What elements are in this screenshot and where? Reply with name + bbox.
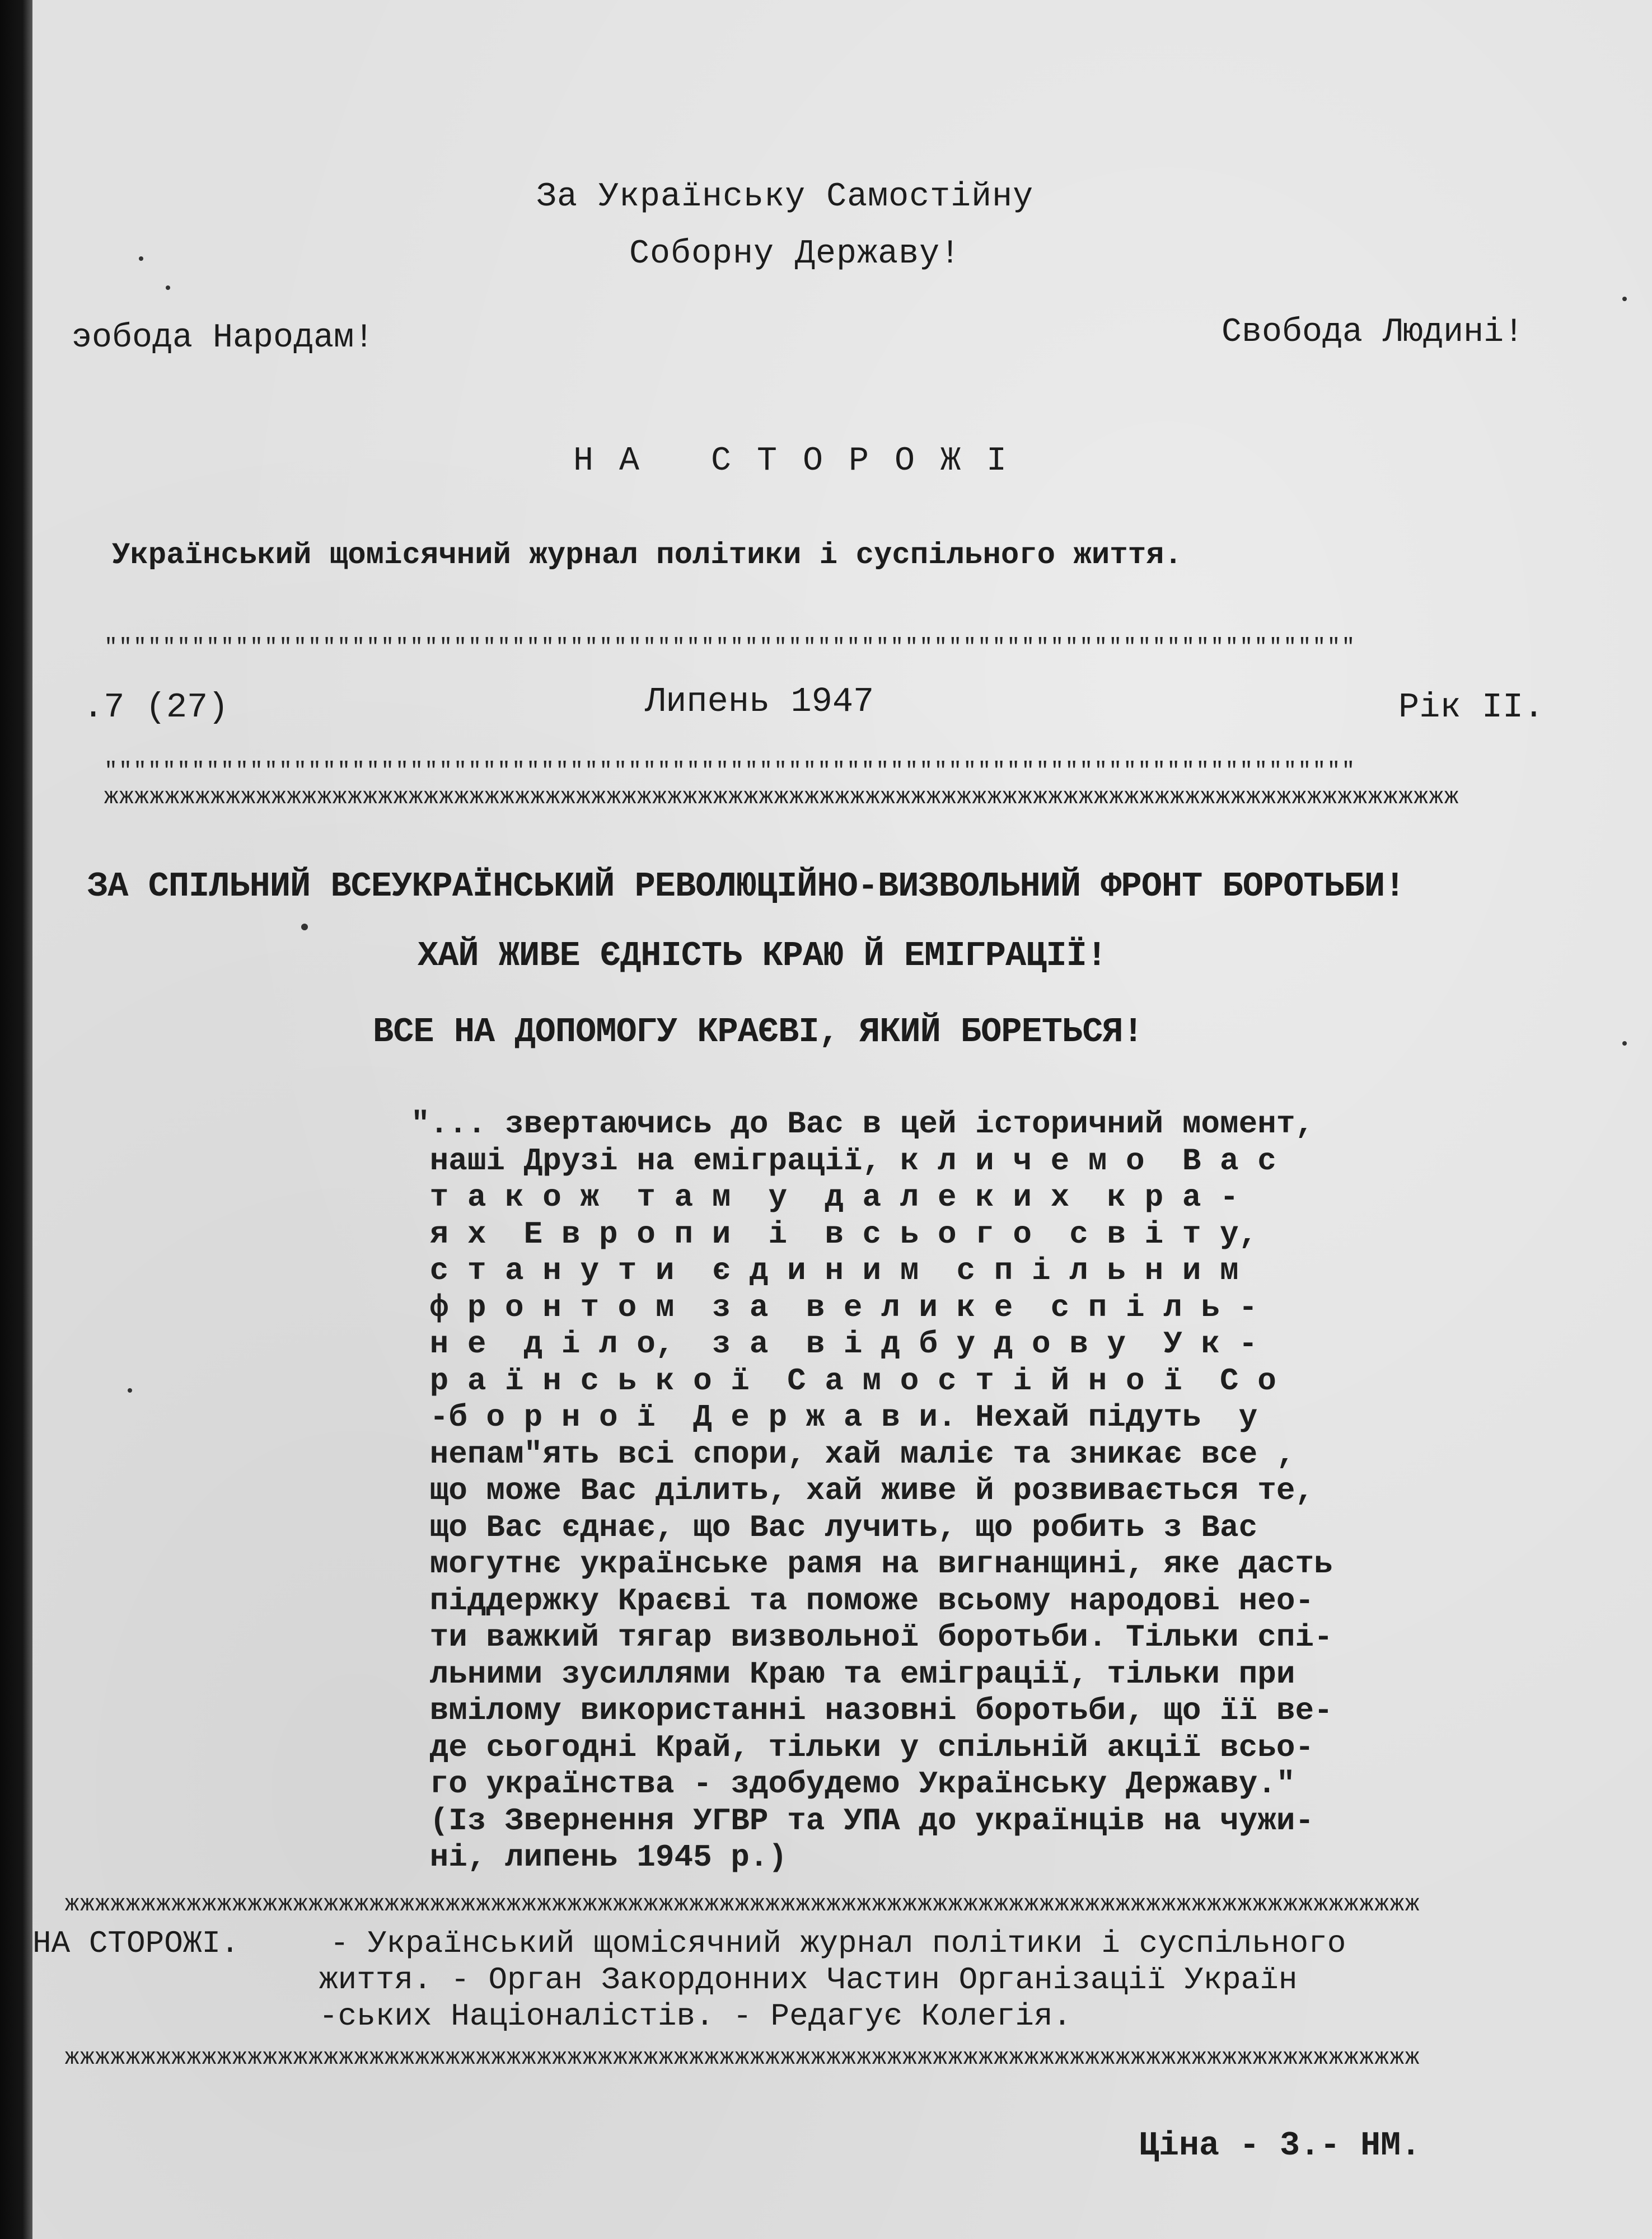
colophon-label: НА СТОРОЖІ. — [32, 1926, 240, 1961]
colophon-line-2: життя. - Орган Закордонних Частин Організації Україн — [319, 1962, 1298, 1998]
quote-line: вмілому використанні назовні боротьби, що її ве- — [411, 1693, 1333, 1729]
scan-speck — [139, 256, 143, 261]
scan-speck — [301, 924, 308, 930]
quote-line: піддержку Краєві та поможе всьому народові нео- — [411, 1582, 1314, 1619]
quote-line: що може Вас ділить, хай живе й розвивається те, — [411, 1473, 1314, 1509]
journal-title: НА СТОРОЖІ — [573, 442, 1033, 480]
quote-line: -б о р н о ї Д е р ж а в и. Нехай підуть у — [411, 1399, 1258, 1435]
quote-line: льними зусиллями Краю та еміграції, тільки при — [411, 1656, 1295, 1692]
divider-quote-marks-top: """""""""""""""""""""""""""""""""""""""""""""""""""""""""""""""""""""""""""""""""""""" — [104, 635, 1356, 661]
document-page — [32, 0, 1652, 2239]
colophon-line-3: -ських Націоналістів. - Редагує Колегія. — [319, 1998, 1072, 2034]
headline-1: ЗА СПІЛЬНИЙ ВСЕУКРАЇНСЬКИЙ РЕВОЛЮЦІЙНО-ВИЗВОЛЬНИЙ ФРОНТ БОРОТЬБИ! — [87, 866, 1405, 906]
quote-line: я х Е в р о п и і в с ь о г о с в і т у, — [411, 1216, 1258, 1252]
quote-line: непам"ять всі спори, хай маліє та зникає все , — [411, 1436, 1295, 1472]
quote-line: могутнє українське рамя на вигнанщині, яке дасть — [411, 1546, 1333, 1582]
motto-line-2: Соборну Державу! — [629, 235, 961, 273]
quote-line: (Із Звернення УГВР та УПА до українців на чужи- — [411, 1802, 1314, 1839]
scan-speck — [166, 285, 170, 290]
headline-2: ХАЙ ЖИВЕ ЄДНІСТЬ КРАЮ Й ЕМІГРАЦІЇ! — [418, 936, 1107, 976]
price: Ціна - 3.- НМ. — [1139, 2127, 1421, 2165]
divider-x-marks-bottom: жжжжжжжжжжжжжжжжжжжжжжжжжжжжжжжжжжжжжжжжжжжжжжжжжжжжжжжжжжжжжжжжжжжжжжжжжжжжжжжжжжжжжжжжж — [65, 2044, 1421, 2071]
colophon-line-1: - Український щомісячний журнал політики і суспільного — [311, 1926, 1346, 1961]
headline-3: ВСЕ НА ДОПОМОГУ КРАЄВІ, ЯКИЙ БОРЕТЬСЯ! — [373, 1012, 1143, 1052]
scan-speck — [1622, 1041, 1627, 1046]
quote-line: ти важкий тягар визвольної боротьби. Тільки спі- — [411, 1619, 1333, 1655]
quote-line: ні, липень 1945 р.) — [411, 1839, 788, 1875]
quote-line: ф р о н т о м з а в е л и к е с п і л ь - — [411, 1289, 1258, 1325]
issue-year: Рік II. — [1398, 687, 1545, 727]
quote-line: що Вас єднає, що Вас лучить, що робить з Вас — [411, 1509, 1258, 1545]
quote-line: н е д і л о, з а в і д б у д о в у У к - — [411, 1326, 1258, 1362]
quote-line: го українства - здобудемо Українську Державу." — [411, 1766, 1295, 1802]
issue-number: .7 (27) — [83, 687, 229, 727]
divider-quote-marks-bottom: """""""""""""""""""""""""""""""""""""""""""""""""""""""""""""""""""""""""""""""""""""" — [104, 759, 1356, 784]
slogan-left: эобода Народам! — [72, 319, 375, 357]
scan-speck — [1622, 297, 1627, 301]
quote-block — [411, 1106, 1480, 1876]
quote-line: "... звертаючись до Вас в цей історичний момент, — [411, 1106, 1314, 1142]
quote-line: т а к о ж т а м у д а л е к и х к р а - — [411, 1179, 1239, 1215]
journal-subtitle: Український щомісячний журнал політики і суспільного життя. — [112, 538, 1182, 573]
scan-edge-shadow — [0, 0, 32, 2239]
motto-line-1: За Українську Самостійну — [536, 178, 1034, 216]
quote-line: р а ї н с ь к о ї С а м о с т і й н о ї С о — [411, 1362, 1276, 1399]
slogan-right: Свобода Людині! — [1222, 313, 1524, 352]
quote-line: де сьогодні Край, тільки у спільній акції всьо- — [411, 1729, 1314, 1765]
scan-speck — [128, 1388, 132, 1393]
quote-line: наші Друзі на еміграції, к л и ч е м о В а с — [411, 1142, 1276, 1179]
quote-line: с т а н у т и є д и н и м с п і л ь н и м — [411, 1253, 1239, 1289]
issue-date: Липень 1947 — [645, 682, 874, 722]
divider-x-marks-middle: жжжжжжжжжжжжжжжжжжжжжжжжжжжжжжжжжжжжжжжжжжжжжжжжжжжжжжжжжжжжжжжжжжжжжжжжжжжжжжжжжжжжжжжжж — [65, 1891, 1421, 1918]
divider-x-marks-top: жжжжжжжжжжжжжжжжжжжжжжжжжжжжжжжжжжжжжжжжжжжжжжжжжжжжжжжжжжжжжжжжжжжжжжжжжжжжжжжжжжжжжжжжж — [104, 784, 1460, 811]
